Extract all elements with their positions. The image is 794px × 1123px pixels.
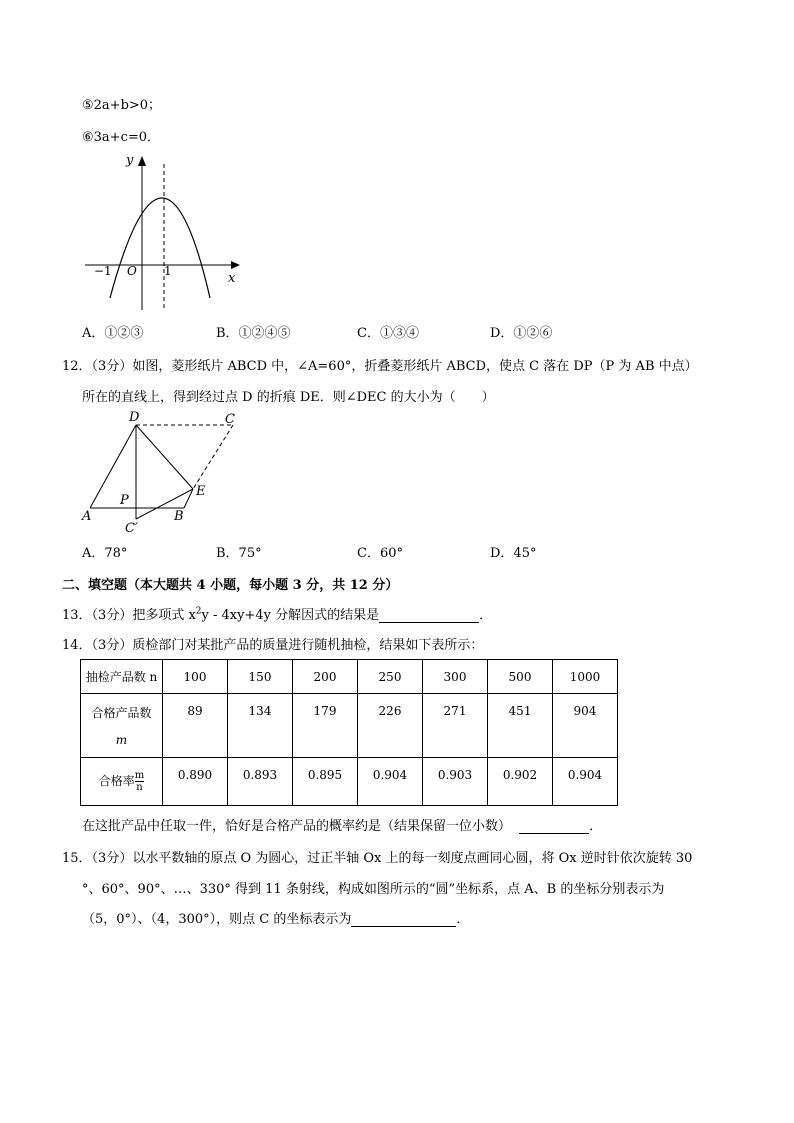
q14-after-text: 在这批产品中任取一件，恰好是合格产品的概率约是（结果保留一位小数）: [82, 819, 512, 834]
q14-follow-up: [82, 815, 602, 834]
q11-option-d[interactable]: D．①②⑥: [490, 326, 553, 341]
table-cell: 0.904: [553, 758, 618, 806]
segment-c-prime-e: [136, 489, 193, 519]
q15-stem-line3: [82, 908, 469, 927]
table-cell: 451: [488, 694, 553, 758]
q12-stem-line1: 12．（3分）如图，菱形纸片 ABCD 中，∠A=60°，折叠菱形纸片 ABCD，使点 C 落在 DP（P 为 AB 中点）: [62, 359, 698, 374]
table-row-pass-rate: [81, 758, 618, 806]
label-p: P: [120, 493, 129, 508]
row-label-qualified-count: [81, 694, 163, 758]
q12-option-d[interactable]: D．45°: [490, 546, 537, 561]
y-label: y: [126, 153, 134, 168]
table-row-qualified-count: [81, 694, 618, 758]
table-cell: 134: [228, 694, 293, 758]
q14-end: ．: [589, 819, 603, 834]
q15-line3-text: （5，0°）、（4，300°），则点 C 的坐标表示为: [82, 912, 352, 927]
table-cell: 250: [358, 660, 423, 694]
q11-option-a[interactable]: A．①②③: [82, 326, 144, 341]
label-d: D: [129, 410, 140, 425]
q11-option-c[interactable]: C．①③④: [357, 326, 419, 341]
table-cell: 226: [358, 694, 423, 758]
x-label: x: [228, 271, 236, 286]
q13-answer-blank[interactable]: [379, 622, 479, 623]
row-label-pass-rate-text: 合格率: [98, 774, 135, 788]
q15-answer-blank[interactable]: [351, 926, 456, 927]
q11-parabola-graph: [80, 148, 250, 313]
label-b: B: [174, 509, 184, 524]
q13-stem: [62, 604, 492, 623]
row-label-qualified-m: m: [115, 733, 128, 747]
q13-superscript: 2: [195, 606, 202, 617]
side-cb-dashed: [193, 425, 233, 489]
pass-rate-frac-den: n: [136, 782, 143, 793]
one-label: 1: [164, 264, 172, 278]
table-cell: 100: [163, 660, 228, 694]
table-cell: 1000: [553, 660, 618, 694]
table-cell: 0.893: [228, 758, 293, 806]
table-row-sample-count: [81, 660, 618, 694]
q12-option-b[interactable]: B．75°: [216, 546, 262, 561]
table-cell: 89: [163, 694, 228, 758]
q13-pre: 13．（3分）把多项式 x: [62, 608, 196, 623]
fold-crease-de: [136, 425, 193, 489]
q12-option-c[interactable]: C．60°: [357, 546, 403, 561]
q11-item-5: ⑤2a+b>0；: [82, 98, 162, 113]
q15-end: ．: [456, 912, 470, 927]
origin-label: O: [127, 264, 137, 278]
table-cell: 150: [228, 660, 293, 694]
neg-one-label: −1: [94, 264, 112, 278]
table-cell: 0.903: [423, 758, 488, 806]
y-axis-arrow-icon: [138, 156, 146, 166]
q12-stem-line2: 所在的直线上，得到经过点 D 的折痕 DE．则∠DEC 的大小为（ ）: [82, 390, 495, 405]
table-cell: 904: [553, 694, 618, 758]
label-a: A: [82, 509, 92, 524]
table-cell: 300: [423, 660, 488, 694]
q14-stem: 14．（3分）质检部门对某批产品的质量进行随机抽检，结果如下表所示：: [62, 638, 484, 653]
parabola-curve: [110, 198, 210, 298]
x-axis-arrow-icon: [231, 261, 240, 269]
q15-stem-line1: 15．（3分）以水平数轴的原点 O 为圆心，过正半轴 Ox 上的每一刻度点画同心圆，将 Ox 逆时针依次旋转 30: [62, 851, 693, 866]
q12-rhombus-figure: [80, 408, 250, 538]
label-c: C: [225, 412, 235, 427]
pass-rate-frac-num: m: [134, 770, 145, 781]
table-cell: 500: [488, 660, 553, 694]
table-cell: 271: [423, 694, 488, 758]
row-label-sample-count: 抽检产品数 n: [81, 660, 163, 694]
table-cell: 0.904: [358, 758, 423, 806]
row-label-pass-rate: [81, 758, 163, 806]
q13-end: ．: [479, 608, 493, 623]
q11-option-b[interactable]: B．①②④⑤: [216, 326, 291, 341]
table-cell: 0.902: [488, 758, 553, 806]
label-e: E: [196, 484, 206, 499]
row-label-qualified-text: 合格产品数: [91, 706, 152, 720]
side-ad: [90, 425, 136, 508]
q11-item-6: ⑥3a+c=0．: [82, 130, 161, 145]
table-cell: 0.895: [293, 758, 358, 806]
table-cell: 179: [293, 694, 358, 758]
q14-sampling-table: [80, 659, 618, 806]
table-cell: 0.890: [163, 758, 228, 806]
q15-stem-line2: °、60°、90°、…、330° 得到 11 条射线，构成如图所示的“圆”坐标系，点 A、B 的坐标分别表示为: [82, 882, 665, 897]
label-c-prime: C′: [125, 521, 138, 536]
section-heading-fill-in: 二、填空题（本大题共 4 小题，每小题 3 分，共 12 分）: [62, 578, 399, 593]
table-cell: 200: [293, 660, 358, 694]
q13-post: y - 4xy+4y 分解因式的结果是: [201, 608, 380, 623]
q14-answer-blank[interactable]: [519, 833, 589, 834]
q12-option-a[interactable]: A．78°: [82, 546, 128, 561]
